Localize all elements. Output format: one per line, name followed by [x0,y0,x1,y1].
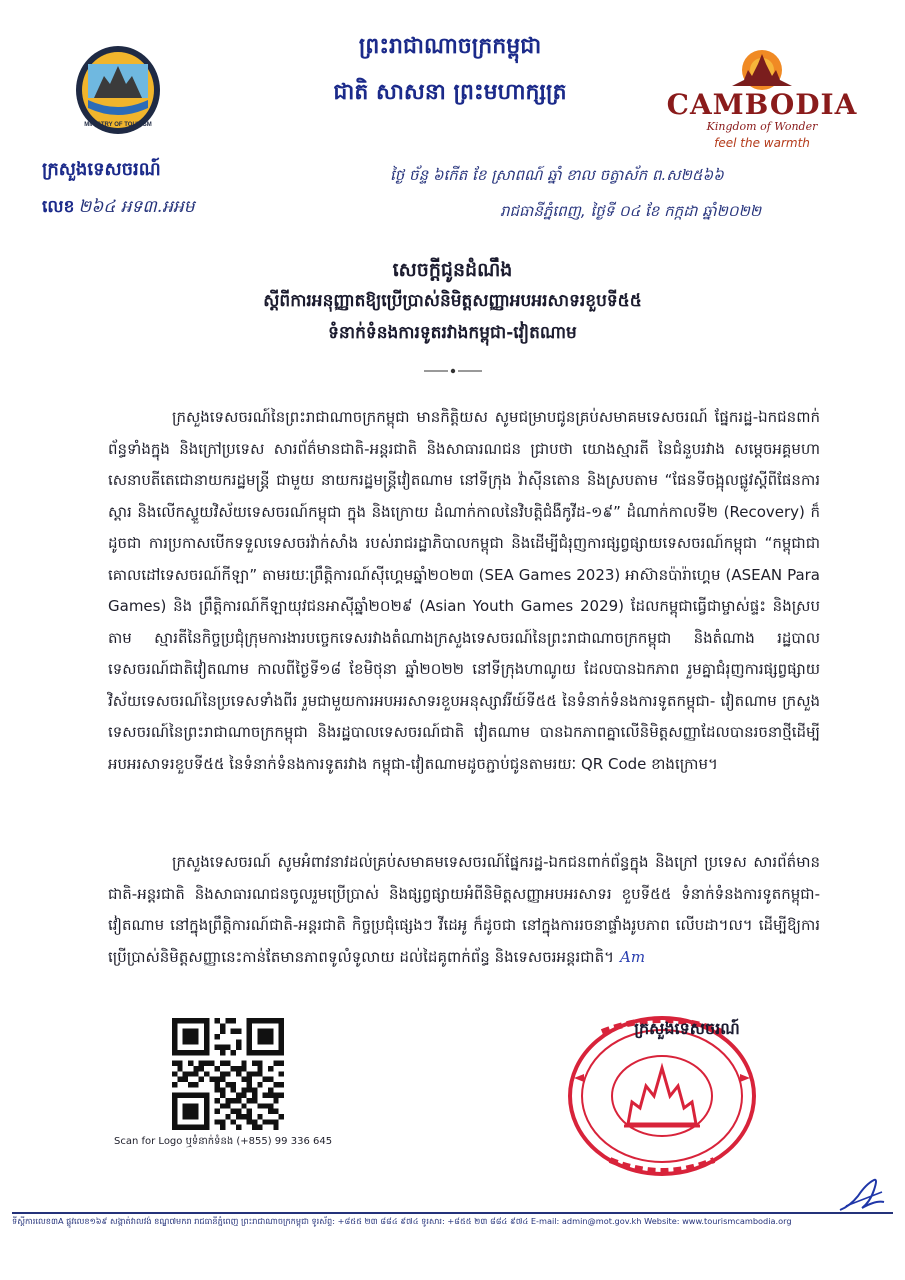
body-paragraph-2 [108,847,820,973]
solar-date: រាជធានីភ្នំពេញ, ថ្ងៃទី ០៤ ខែ កក្កដា ឆ្នាំ២០២២ [500,202,762,220]
brand-slogan: feel the warmth [714,136,810,150]
reference-line [42,196,195,221]
footer-contact: ទីស្តីការលេខ៣A ផ្លូវលេខ១៦៩ សង្កាត់វាលវង់ ខណ្ឌ៧មករា រាជធានីភ្នំពេញ ព្រះរាជាណាចក្រកម្ពុជា ទូរស័ព្ទ: +៨៥៥ ២៣ ៨៨៤ ៩៧៤ ទូរសារ: +៨៥៥ ២៣ ៨៨៤ ៩៧៤ E-mail: admin@mot.gov.kh Website: www.tourismcambodia.org [12,1216,792,1226]
brand-word: CAMBODIA [666,88,858,121]
notice-subject-line-2: ទំនាក់ទំនងការទូតរវាងកម្ពុជា-វៀតណាម [328,323,577,343]
signatory-name: ក្រសួងទេសចរណ៍ [634,1019,740,1038]
title-divider [422,366,484,376]
ministry-of-tourism-logo [74,44,162,136]
signature [836,1176,888,1216]
kingdom-heading: ព្រះរាជាណាចក្រកម្ពុជា [358,34,542,59]
body-paragraph-1: ក្រសួងទេសចរណ៍នៃព្រះរាជាណាចក្រកម្ពុជា មានកិត្តិយស សូមជម្រាបជូនគ្រប់សមាគមទេសចរណ៍ ផ្នែករដ្ឋ-ឯកជនពាក់ព័ន្ធទាំងក្នុង និងក្រៅប្រទេស សារព័ត៌មានជាតិ-អន្តរជាតិ និងសាធារណជន ជ្រាបថា យោងស្មារតី នៃជំនួបរវាង សម្តេចអគ្គមហាសេនាបតីតេជោនាយករដ្ឋមន្ត្រី ជាមួយ នាយករដ្ឋមន្ត្រីវៀតណាម នៅទីក្រុង វ៉ាស៊ីនតោន និងស្របតាម “ផែនទីចង្អុលផ្លូវស្តីពីផែនការស្តារ និងលើកស្ទួយវិស័យទេសចរណ៍កម្ពុជា ក្នុង និងក្រោយ ដំណាក់កាលនៃវិបត្តិជំងឺកូវីដ-១៩” ដំណាក់កាលទី២ (Recovery) ក៏ដូចជា ការប្រកាសបើកទទួលទេសចរវ៉ាក់សាំង របស់រាជរដ្ឋាភិបាលកម្ពុជា និងដើម្បីជំរុញការផ្សព្វផ្សាយទេសចរណ៍កម្ពុជា “កម្ពុជាជាគោលដៅទេសចរណ៍កីឡា” តាមរយៈព្រឹត្តិការណ៍ស៊ីហ្គេមឆ្នាំ២០២៣ (SEA Games 2023) អាស៊ានប៉ារ៉ាហ្គេម (ASEAN Para Games) និង ព្រឹត្តិការណ៍កីឡាយុវជនអាស៊ីឆ្នាំ២០២៩ (Asian Youth Games 2029) ដែលកម្ពុជាធ្វើជាម្ចាស់ផ្ទះ និងស្របតាម ស្មារតីនៃកិច្ចប្រជុំក្រុមការងារបច្ចេកទេសរវាងតំណាងក្រសួងទេសចរណ៍នៃព្រះរាជាណាចក្រកម្ពុជា និងតំណាង រដ្ឋបាលទេសចរណ៍ជាតិវៀតណាម កាលពីថ្ងៃទី១៨ ខែមិថុនា ឆ្នាំ២០២២ នៅទីក្រុងហាណូយ ដែលបានឯកភាព រួមគ្នាជំរុញការផ្សព្វផ្សាយវិស័យទេសចរណ៍នៃប្រទេសទាំងពីរ រួមជាមួយការអបអរសាទរខួបអនុស្សាវរីយ៍ទី៥៥ នៃទំនាក់ទំនងការទូតកម្ពុជា- វៀតណាម ក្រសួងទេសចរណ៍នៃព្រះរាជាណាចក្រកម្ពុជា និងរដ្ឋបាលទេសចរណ៍ជាតិ វៀតណាម បានឯកភាពគ្នាលើនិមិត្តសញ្ញាដែលបានរចនាថ្មីដើម្បីអបអរសាទរខួបទី៥៥ នៃទំនាក់ទំនងការទូតរវាង កម្ពុជា-វៀតណាមដូចភ្ជាប់ជូនតាមរយៈ QR Code ខាងក្រោម។ [108,408,820,773]
ministry-name: ក្រសួងទេសចរណ៍ [42,159,161,180]
qr-code[interactable] [172,1018,284,1130]
footer-divider [12,1212,893,1214]
sun-temple-icon [722,40,802,90]
lunar-date: ថ្ងៃ ច័ន្ទ ៦កើត ខែ ស្រាពណ៍ ឆ្នាំ ខាល ចត្វាស័ក ព.ស២៥៦៦ [390,166,724,184]
cambodia-brand-logo [664,36,860,156]
body-paragraph-2-text: ក្រសួងទេសចរណ៍ សូមអំពាវនាវដល់គ្រប់សមាគមទេសចរណ៍ផ្នែករដ្ឋ-ឯកជនពាក់ព័ន្ធក្នុង និងក្រៅ ប្រទេស សារព័ត៌មានជាតិ-អន្តរជាតិ និងសាធារណជនចូលរួមប្រើប្រាស់ និងផ្សព្វផ្សាយអំពីនិមិត្តសញ្ញាអបអរសាទរ ខួបទី៥៥ ទំនាក់ទំនងការទូតកម្ពុជា- វៀតណាម នៅក្នុងព្រឹត្តិការណ៍ជាតិ-អន្តរជាតិ កិច្ចប្រជុំផ្សេងៗ វីដេអូ ក៏ដូចជា នៅក្នុងការរចនាផ្ទាំងរូបភាព លើបដា។ល។ ដើម្បីឱ្យការប្រើប្រាស់និមិត្តសញ្ញានេះកាន់តែមានភាពទូលំទូលាយ ដល់ដៃគូពាក់ព័ន្ធ និងទេសចរអន្តរជាតិ។ [108,853,820,966]
national-motto: ជាតិ សាសនា ព្រះមហាក្សត្រ [333,80,567,105]
notice-title: សេចក្តីជូនដំណឹង [392,259,513,281]
brand-tagline: Kingdom of Wonder [706,120,818,133]
reference-label: លេខ [42,197,75,217]
svg-text:MINISTRY OF TOURISM: MINISTRY OF TOURISM [84,122,152,128]
handwritten-initials: Am [619,947,646,966]
reference-number: ២៦៤ អទ៣.អអម [78,197,195,217]
qr-caption: Scan for Logo ឬទំនាក់ទំនង (+855) 99 336 645 [114,1136,333,1147]
notice-subject: ស្តីពីការអនុញ្ញាតឱ្យប្រើប្រាស់និមិត្តសញ្ញាអបអរសាទរខួបទី៥៥ [263,291,642,311]
